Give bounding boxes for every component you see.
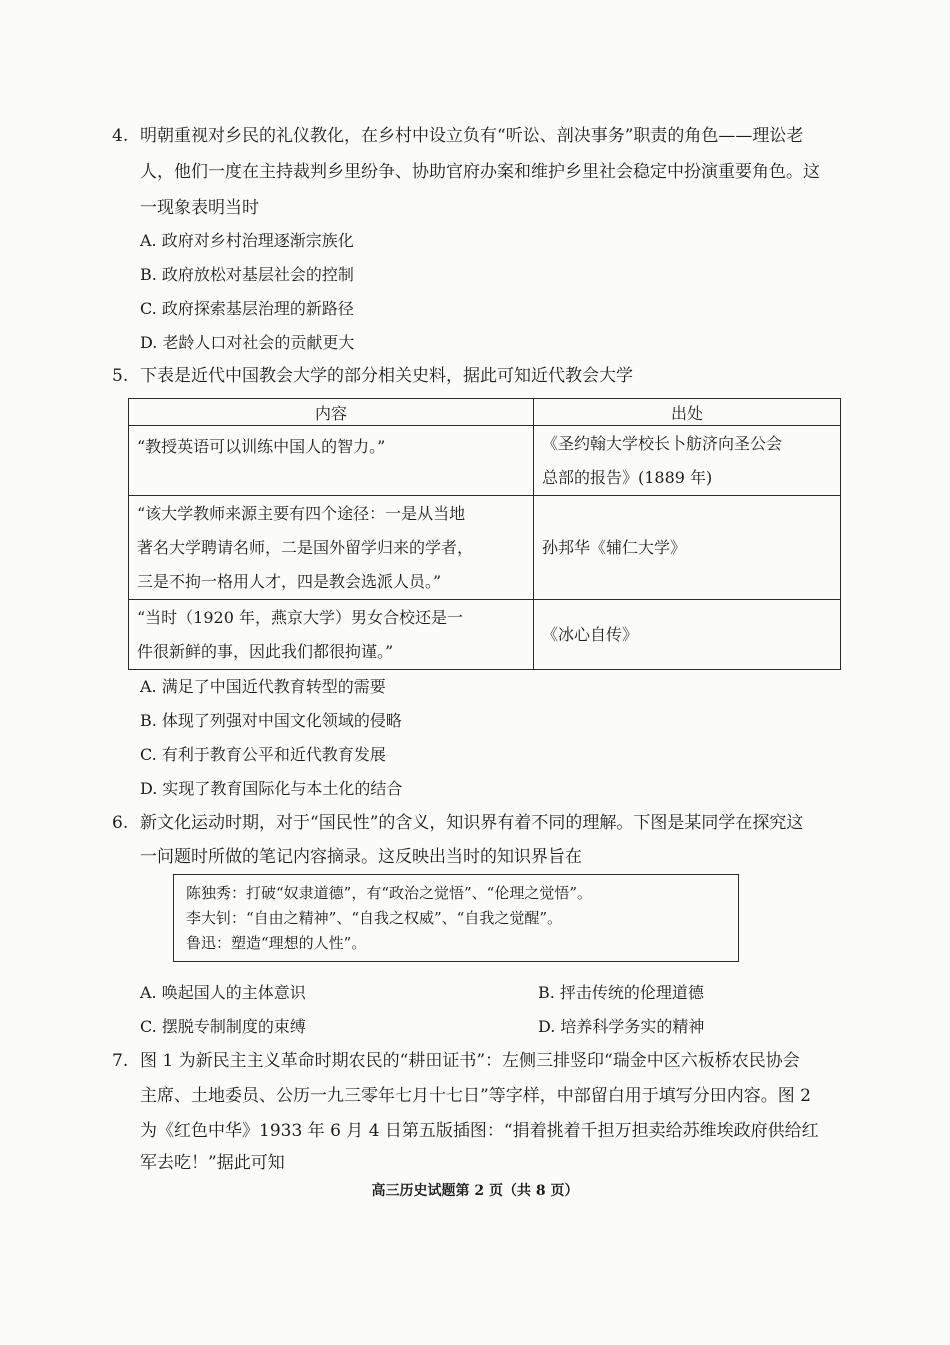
option-d: D. 老龄人口对社会的贡献更大: [140, 333, 355, 352]
note-line: 鲁迅：塑造“理想的人性”。: [186, 934, 367, 952]
option-a: A. 满足了中国近代教育转型的需要: [140, 677, 386, 696]
question-stem-line: 图 1 为新民主主义革命时期农民的“耕田证书”：左侧三排竖印“瑞金中区六板桥农民协会: [140, 1051, 800, 1071]
question-stem-line: 下表是近代中国教会大学的部分相关史料，据此可知近代教会大学: [140, 366, 633, 386]
question-number: 6.: [112, 813, 129, 833]
note-line: 陈独秀：打破“奴隶道德”，有“政治之觉悟”、“伦理之觉悟”。: [186, 884, 593, 902]
column-header-source: 出处: [534, 399, 841, 426]
cell-line: 孙邦华《辅仁大学》: [542, 537, 687, 557]
question-stem-line: 一问题时所做的笔记内容摘录。这反映出当时的知识界旨在: [140, 847, 582, 867]
cell-line: 《冰心自传》: [542, 624, 639, 644]
content-cell: [129, 496, 534, 600]
cell-line: 件很新鲜的事，因此我们都很拘谨。”: [137, 641, 394, 661]
option-c: C. 摆脱专制制度的束缚: [140, 1017, 306, 1036]
content-cell: [129, 426, 534, 496]
table-row: [129, 426, 841, 496]
option-b: B. 政府放松对基层社会的控制: [140, 265, 354, 284]
option-d: D. 培养科学务实的精神: [538, 1017, 705, 1036]
question-stem-line: 明朝重视对乡民的礼仪教化，在乡村中设立负有“听讼、剖决事务”职责的角色——理讼老: [140, 126, 804, 146]
source-table: [128, 398, 841, 670]
question-stem-line: 一现象表明当时: [140, 198, 259, 218]
question-number: 4.: [112, 126, 129, 146]
column-header-content: 内容: [129, 399, 534, 426]
table-row: [129, 600, 841, 670]
question-stem-line: 主席、土地委员、公历一九三零年七月十七日”等字样，中部留白用于填写分田内容。图 2: [140, 1086, 811, 1106]
table-header-row: [129, 399, 841, 426]
table-row: [129, 496, 841, 600]
question-number: 7.: [112, 1051, 129, 1071]
cell-line: 《圣约翰大学校长卜舫济向圣公会: [542, 433, 783, 453]
cell-line: “该大学教师来源主要有四个途径：一是从当地: [137, 503, 466, 523]
source-cell: [534, 426, 841, 496]
option-b: B. 抨击传统的伦理道德: [538, 983, 704, 1002]
question-number: 5.: [112, 366, 129, 386]
source-cell: [534, 496, 841, 600]
cell-line: “教授英语可以训练中国人的智力。”: [137, 437, 386, 456]
question-stem-line: 为《红色中华》1933 年 6 月 4 日第五版插图：“捐着挑着千担万担卖给苏维埃政府供给红: [140, 1121, 819, 1141]
page-footer: 高三历史试题第 2 页（共 8 页）: [371, 1183, 579, 1199]
option-b: B. 体现了列强对中国文化领域的侵略: [140, 711, 402, 730]
option-d: D. 实现了教育国际化与本土化的结合: [140, 779, 403, 798]
cell-line: 三是不拘一格用人才，四是教会选派人员。”: [137, 571, 442, 591]
option-c: C. 有利于教育公平和近代教育发展: [140, 745, 386, 764]
note-line: 李大钊：“自由之精神”、“自我之权威”、“自我之觉醒”。: [186, 909, 563, 927]
cell-line: 著名大学聘请名师，二是国外留学归来的学者，: [137, 537, 474, 557]
option-c: C. 政府探索基层治理的新路径: [140, 299, 354, 318]
question-stem-line: 人，他们一度在主持裁判乡里纷争、协助官府办案和维护乡里社会稳定中扮演重要角色。这: [140, 162, 820, 182]
notes-box: [173, 874, 739, 962]
cell-line: 总部的报告》(1889 年): [542, 467, 713, 487]
source-cell: [534, 600, 841, 670]
option-a: A. 政府对乡村治理逐渐宗族化: [140, 231, 354, 250]
cell-line: “当时（1920 年，燕京大学）男女合校还是一: [137, 607, 463, 627]
question-stem-line: 军去吃！”据此可知: [140, 1153, 285, 1173]
option-a: A. 唤起国人的主体意识: [140, 983, 306, 1002]
question-stem-line: 新文化运动时期，对于“国民性”的含义，知识界有着不同的理解。下图是某同学在探究这: [140, 813, 804, 833]
content-cell: [129, 600, 534, 670]
